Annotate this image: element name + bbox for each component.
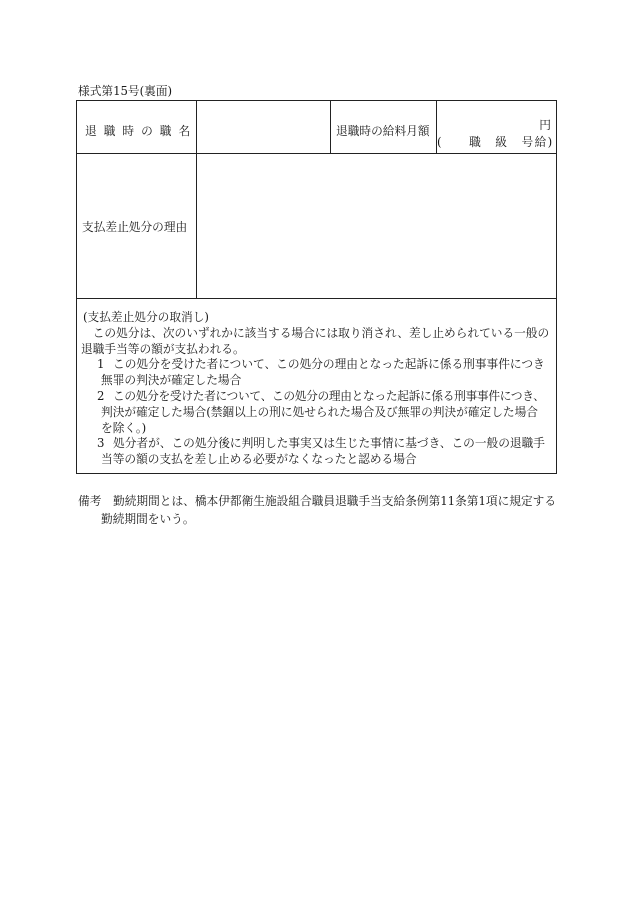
cancellation-intro-line: この処分は、次のいずれかに該当する場合には取り消され、差し止められている一般の (92, 325, 550, 340)
item-number: 2 (97, 388, 105, 403)
item-number: 1 (97, 357, 105, 372)
item-first-line (81, 389, 551, 405)
form-number: 様式第15号(裏面) (78, 84, 173, 98)
item-first-line (81, 436, 551, 452)
remarks-label: 備考 (78, 494, 102, 508)
cancellation-item-3 (81, 436, 551, 468)
form-table (76, 100, 557, 474)
cancellation-item-1 (81, 357, 551, 389)
item-first-line (81, 357, 551, 373)
salary-value-cell (437, 101, 556, 154)
cancellation-heading: (支払差止処分の取消し) (83, 310, 209, 324)
salary-label-cell (331, 101, 437, 154)
remarks-line: 勤続期間とは、橋本伊都衛生施設組合職員退職手当支給条例第11条第1項に規定する (113, 494, 557, 508)
item-text: この処分を受けた者について、この処分の理由となった起訴に係る刑事事件につき (113, 357, 545, 372)
item-text: 判決が確定した場合(禁錮以上の刑に処せられた場合及び無罪の判決が確定した場合 (101, 404, 538, 419)
item-text: を除く。) (101, 420, 147, 435)
reason-label-cell (77, 154, 197, 299)
position-value-cell (197, 101, 331, 154)
item-text: 無罪の判決が確定した場合 (101, 373, 242, 388)
reason-label: 支払差止処分の理由 (82, 220, 188, 234)
position-label: 退職時の職名 (85, 124, 198, 138)
position-label-cell (77, 101, 197, 154)
salary-unit: 円 (539, 118, 551, 132)
salary-grade: ( 職 級 号給) (437, 135, 554, 149)
item-text: 当等の額の支払を差し止める必要がなくなったと認める場合 (101, 452, 417, 467)
item-text: この処分を受けた者について、この処分の理由となった起訴に係る刑事事件につき、 (113, 388, 545, 403)
cancellation-item-2 (81, 389, 551, 436)
reason-value-cell (197, 154, 556, 299)
salary-label: 退職時の給料月額 (336, 124, 430, 138)
remarks (78, 492, 558, 528)
cancellation-section (77, 299, 556, 473)
item-text: 処分者が、この処分後に判明した事実又は生じた事情に基づき、この一般の退職手 (113, 436, 545, 451)
remarks-line: 勤続期間をいう。 (101, 512, 195, 526)
item-number: 3 (97, 436, 105, 451)
cancellation-intro-line: 退職手当等の額が支払われる。 (81, 341, 245, 356)
